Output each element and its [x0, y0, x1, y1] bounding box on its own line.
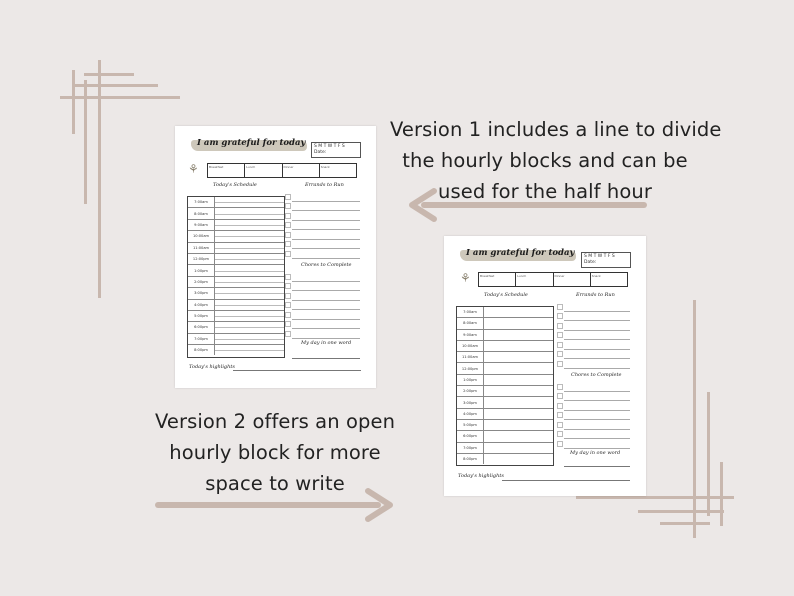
sheet-title-area — [191, 138, 307, 152]
half-hour-divider — [215, 259, 284, 260]
chores-lines — [564, 382, 630, 449]
schedule-row — [188, 311, 284, 322]
word-line — [564, 466, 630, 467]
schedule-table — [187, 196, 285, 358]
checklist-line[interactable] — [292, 240, 360, 250]
schedule-row — [188, 334, 284, 345]
schedule-row — [188, 265, 284, 276]
half-hour-divider — [215, 305, 284, 306]
checklist-line[interactable] — [564, 350, 630, 360]
schedule-time: 1:00pm — [457, 375, 484, 385]
meal-label: Breakfast — [479, 273, 516, 286]
schedule-time: 7:00am — [457, 307, 484, 317]
deco-line — [72, 84, 158, 87]
schedule-table — [456, 306, 554, 466]
schedule-time: 5:00pm — [457, 420, 484, 430]
schedule-row — [457, 363, 553, 374]
schedule-row — [188, 231, 284, 242]
deco-line — [638, 510, 724, 513]
schedule-time: 2:00pm — [457, 386, 484, 396]
schedule-slot[interactable] — [484, 454, 553, 464]
schedule-time: 1:00pm — [188, 265, 215, 275]
half-hour-divider — [215, 282, 284, 283]
checklist-line[interactable] — [564, 401, 630, 411]
schedule-slot[interactable] — [484, 443, 553, 453]
half-hour-divider — [215, 225, 284, 226]
checklist-line[interactable] — [564, 312, 630, 322]
meal-label: Snack — [591, 274, 601, 278]
schedule-time: 3:00pm — [188, 288, 215, 298]
schedule-row — [457, 307, 553, 318]
schedule-slot[interactable] — [215, 265, 284, 275]
left-arrow-icon — [402, 186, 648, 226]
plant-icon: ⚘ — [460, 271, 471, 285]
schedule-row — [188, 277, 284, 288]
checklist-line[interactable] — [292, 192, 360, 202]
schedule-row — [188, 322, 284, 333]
deco-line — [84, 73, 134, 76]
half-hour-divider — [215, 214, 284, 215]
checklist-line[interactable] — [564, 340, 630, 350]
chores-heading: Chores to Complete — [301, 262, 352, 268]
checklist-line[interactable] — [292, 272, 360, 282]
schedule-time: 6:00pm — [457, 431, 484, 441]
deco-line — [693, 300, 696, 538]
schedule-slot[interactable] — [215, 220, 284, 230]
days-of-week: S M T W T F S — [584, 254, 615, 259]
checklist-line[interactable] — [564, 321, 630, 331]
schedule-slot[interactable] — [484, 431, 553, 441]
schedule-slot[interactable] — [215, 311, 284, 321]
meal-label: Dinner — [554, 273, 591, 286]
planner-sheet-version-1 — [175, 126, 376, 388]
word-heading: My day in one word — [570, 450, 621, 456]
schedule-row — [457, 454, 553, 464]
deco-line — [72, 70, 75, 134]
schedule-slot[interactable] — [484, 420, 553, 430]
checklist-line[interactable] — [564, 411, 630, 421]
half-hour-divider — [215, 327, 284, 328]
checklist-line[interactable] — [292, 202, 360, 212]
planner-sheet-version-2 — [444, 236, 646, 496]
half-hour-divider — [215, 202, 284, 203]
highlights-label: Today's highlights — [458, 473, 504, 479]
date-box — [311, 142, 361, 158]
schedule-row — [457, 443, 553, 454]
schedule-slot[interactable] — [215, 231, 284, 241]
schedule-slot[interactable] — [215, 243, 284, 253]
sheet-title-area — [460, 248, 576, 262]
schedule-slot[interactable] — [484, 409, 553, 419]
schedule-row — [457, 318, 553, 329]
schedule-slot[interactable] — [215, 322, 284, 332]
checklist-line[interactable] — [292, 249, 360, 259]
schedule-slot[interactable] — [484, 318, 553, 328]
schedule-time: 8:00am — [188, 208, 215, 218]
sheet-title: I am grateful for today — [466, 248, 575, 258]
deco-line — [720, 462, 723, 526]
half-hour-divider — [215, 350, 284, 351]
schedule-row — [457, 352, 553, 363]
checklist-line[interactable] — [292, 329, 360, 339]
schedule-time: 7:00am — [188, 197, 215, 207]
schedule-time: 6:00pm — [188, 322, 215, 332]
schedule-row — [457, 341, 553, 352]
half-hour-divider — [215, 316, 284, 317]
schedule-row — [457, 386, 553, 397]
checklist-line[interactable] — [564, 392, 630, 402]
schedule-slot[interactable] — [215, 254, 284, 264]
schedule-time: 3:00pm — [457, 397, 484, 407]
chores-lines — [292, 272, 360, 339]
schedule-time: 8:00pm — [457, 454, 484, 464]
schedule-slot[interactable] — [484, 375, 553, 385]
schedule-row — [457, 431, 553, 442]
checklist-line[interactable] — [292, 301, 360, 311]
schedule-row — [188, 254, 284, 265]
meal-label: Lunch — [516, 273, 553, 286]
checklist-line[interactable] — [292, 230, 360, 240]
schedule-slot[interactable] — [484, 386, 553, 396]
highlights-line — [233, 370, 361, 371]
highlights-label: Today's highlights — [189, 364, 235, 370]
date-box — [581, 252, 631, 268]
schedule-time: 5:00pm — [188, 311, 215, 321]
schedule-slot[interactable] — [484, 363, 553, 373]
half-hour-divider — [215, 293, 284, 294]
plant-icon: ⚘ — [188, 162, 199, 176]
schedule-time: 9:00am — [188, 220, 215, 230]
caption-line: Version 2 offers an open — [154, 410, 396, 433]
errands-lines — [292, 192, 360, 259]
schedule-row — [188, 243, 284, 254]
schedule-slot[interactable] — [215, 288, 284, 298]
schedule-row — [457, 397, 553, 408]
date-label: Date: — [314, 150, 327, 155]
meal-label: Dinner — [283, 164, 320, 177]
checklist-line[interactable] — [292, 310, 360, 320]
schedule-row — [188, 208, 284, 219]
checklist-line[interactable] — [292, 320, 360, 330]
half-hour-divider — [215, 248, 284, 249]
schedule-slot[interactable] — [215, 277, 284, 287]
meal-label: Breakfast — [208, 164, 245, 177]
half-hour-divider — [215, 271, 284, 272]
meal-tracker — [478, 272, 628, 287]
highlights-line — [502, 480, 630, 481]
schedule-heading: Today's Schedule — [484, 292, 528, 298]
schedule-time: 11:00am — [188, 243, 215, 253]
schedule-row — [188, 197, 284, 208]
checklist-line[interactable] — [564, 420, 630, 430]
schedule-slot[interactable] — [215, 197, 284, 207]
schedule-time: 9:00am — [457, 330, 484, 340]
schedule-time: 12:00pm — [188, 254, 215, 264]
schedule-slot[interactable] — [484, 352, 553, 362]
checklist-line[interactable] — [564, 439, 630, 449]
caption-line: Version 1 includes a line to divide — [390, 118, 722, 141]
schedule-row — [457, 375, 553, 386]
meal-tracker — [207, 163, 357, 178]
schedule-row — [457, 409, 553, 420]
schedule-time: 8:00am — [457, 318, 484, 328]
schedule-slot[interactable] — [484, 341, 553, 351]
checklist-line[interactable] — [564, 359, 630, 369]
days-of-week: S M T W T F S — [314, 144, 345, 149]
word-line — [292, 358, 360, 359]
schedule-slot[interactable] — [484, 397, 553, 407]
word-heading: My day in one word — [301, 340, 352, 346]
checklist-line[interactable] — [564, 430, 630, 440]
schedule-row — [188, 345, 284, 355]
schedule-slot[interactable] — [215, 345, 284, 355]
checklist-line[interactable] — [564, 331, 630, 341]
right-arrow-icon — [154, 486, 400, 526]
checklist-line[interactable] — [292, 282, 360, 292]
sheet-title: I am grateful for today — [197, 138, 306, 148]
schedule-time: 7:00pm — [188, 334, 215, 344]
caption-line: hourly block for more — [169, 441, 381, 464]
schedule-slot[interactable] — [484, 307, 553, 317]
schedule-time: 4:00pm — [188, 300, 215, 310]
checklist-line[interactable] — [564, 382, 630, 392]
schedule-row — [457, 330, 553, 341]
caption-line: space to write — [205, 472, 345, 495]
errands-lines — [564, 302, 630, 369]
checklist-line[interactable] — [292, 211, 360, 221]
half-hour-divider — [215, 339, 284, 340]
schedule-slot[interactable] — [215, 334, 284, 344]
errands-heading: Errands to Run — [576, 292, 615, 298]
schedule-time: 12:00pm — [457, 363, 484, 373]
schedule-time: 7:00pm — [457, 443, 484, 453]
caption-line: used for the half hour — [438, 180, 652, 203]
schedule-heading: Today's Schedule — [213, 182, 257, 188]
errands-heading: Errands to Run — [305, 182, 344, 188]
chores-heading: Chores to Complete — [571, 372, 622, 378]
schedule-row — [188, 220, 284, 231]
date-label: Date: — [584, 260, 597, 265]
checklist-line[interactable] — [292, 221, 360, 231]
checklist-line[interactable] — [292, 291, 360, 301]
schedule-time: 2:00pm — [188, 277, 215, 287]
deco-line — [60, 96, 180, 99]
schedule-row — [188, 288, 284, 299]
caption-line: the hourly blocks and can be — [402, 149, 688, 172]
checklist-line[interactable] — [564, 302, 630, 312]
schedule-row — [188, 300, 284, 311]
meal-label: Snack — [320, 165, 330, 169]
schedule-slot[interactable] — [215, 300, 284, 310]
meal-label: Lunch — [245, 164, 282, 177]
schedule-slot[interactable] — [484, 330, 553, 340]
deco-line — [660, 522, 710, 525]
schedule-time: 8:00pm — [188, 345, 215, 355]
deco-line — [576, 496, 734, 499]
schedule-time: 4:00pm — [457, 409, 484, 419]
half-hour-divider — [215, 236, 284, 237]
schedule-slot[interactable] — [215, 208, 284, 218]
schedule-time: 11:00am — [457, 352, 484, 362]
schedule-row — [457, 420, 553, 431]
schedule-time: 10:00am — [457, 341, 484, 351]
schedule-time: 10:00am — [188, 231, 215, 241]
